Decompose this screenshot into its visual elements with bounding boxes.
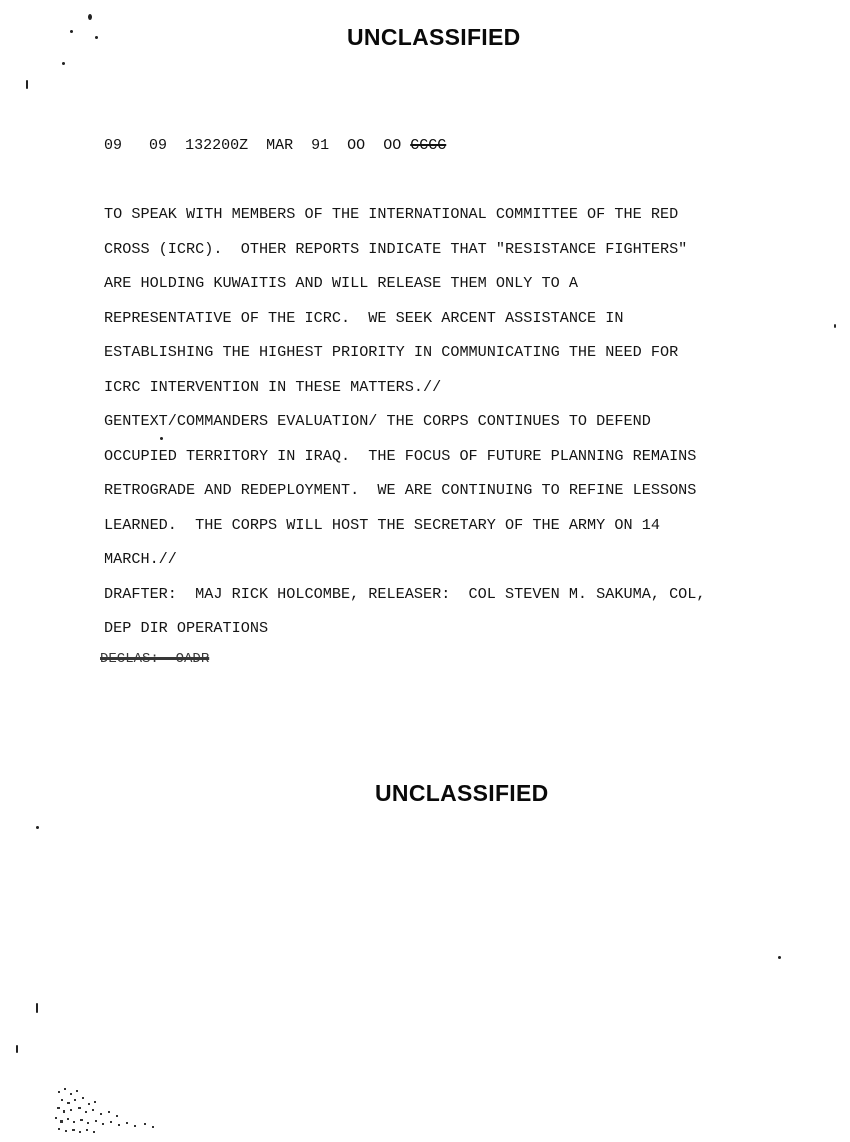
scan-speck <box>95 36 98 39</box>
message-line: ICRC INTERVENTION IN THESE MATTERS.// <box>104 377 442 396</box>
message-line: REPRESENTATIVE OF THE ICRC. WE SEEK ARCENT ASSISTANCE IN <box>104 308 624 327</box>
scan-speck <box>160 437 163 440</box>
scan-speck <box>36 826 39 829</box>
message-line: ARE HOLDING KUWAITIS AND WILL RELEASE THEM ONLY TO A <box>104 274 578 292</box>
scan-speck <box>834 324 836 328</box>
message-body <box>104 203 824 652</box>
declassification-marking-struck: DECLAS: OADR <box>100 651 210 667</box>
message-line: DEP DIR OPERATIONS <box>104 619 269 637</box>
message-line: GENTEXT/COMMANDERS EVALUATION/ THE CORPS CONTINUES TO DEFEND <box>104 412 651 430</box>
classification-banner-top: UNCLASSIFIED <box>347 24 521 50</box>
message-line: LEARNED. THE CORPS WILL HOST THE SECRETARY OF THE ARMY ON 14 <box>104 515 660 534</box>
dtg-field-4: MAR <box>266 137 294 154</box>
scan-speck <box>88 14 92 20</box>
date-time-group <box>104 137 446 154</box>
message-line: MARCH.// <box>104 550 177 568</box>
message-line: RETROGRADE AND REDEPLOYMENT. WE ARE CONTINUING TO REFINE LESSONS <box>104 481 697 499</box>
message-line: OCCUPIED TERRITORY IN IRAQ. THE FOCUS OF FUTURE PLANNING REMAINS <box>104 446 697 465</box>
dtg-field-7: OO <box>383 137 402 154</box>
dtg-field-5: 91 <box>311 137 330 154</box>
message-line: ESTABLISHING THE HIGHEST PRIORITY IN COMMUNICATING THE NEED FOR <box>104 343 679 361</box>
message-line: DRAFTER: MAJ RICK HOLCOMBE, RELEASER: COL STEVEN M. SAKUMA, COL, <box>104 584 706 603</box>
dtg-field-2: 09 <box>149 137 168 154</box>
scan-speck <box>62 62 65 65</box>
scan-speck <box>36 1003 38 1013</box>
message-line: CROSS (ICRC). OTHER REPORTS INDICATE THAT "RESISTANCE FIGHTERS" <box>104 239 688 258</box>
scan-speck <box>16 1045 18 1053</box>
scan-speck <box>778 956 781 959</box>
scan-speck <box>70 30 73 33</box>
scan-speck <box>26 80 28 89</box>
classification-banner-bottom: UNCLASSIFIED <box>375 780 549 806</box>
dtg-struck-code: CCCC <box>410 137 447 154</box>
dtg-field-1: 09 <box>104 137 123 154</box>
scan-noise-patch <box>52 1085 162 1135</box>
message-line: TO SPEAK WITH MEMBERS OF THE INTERNATIONAL COMMITTEE OF THE RED <box>104 205 679 223</box>
dtg-field-6: OO <box>347 137 366 154</box>
dtg-field-3: 132200Z <box>185 137 249 154</box>
